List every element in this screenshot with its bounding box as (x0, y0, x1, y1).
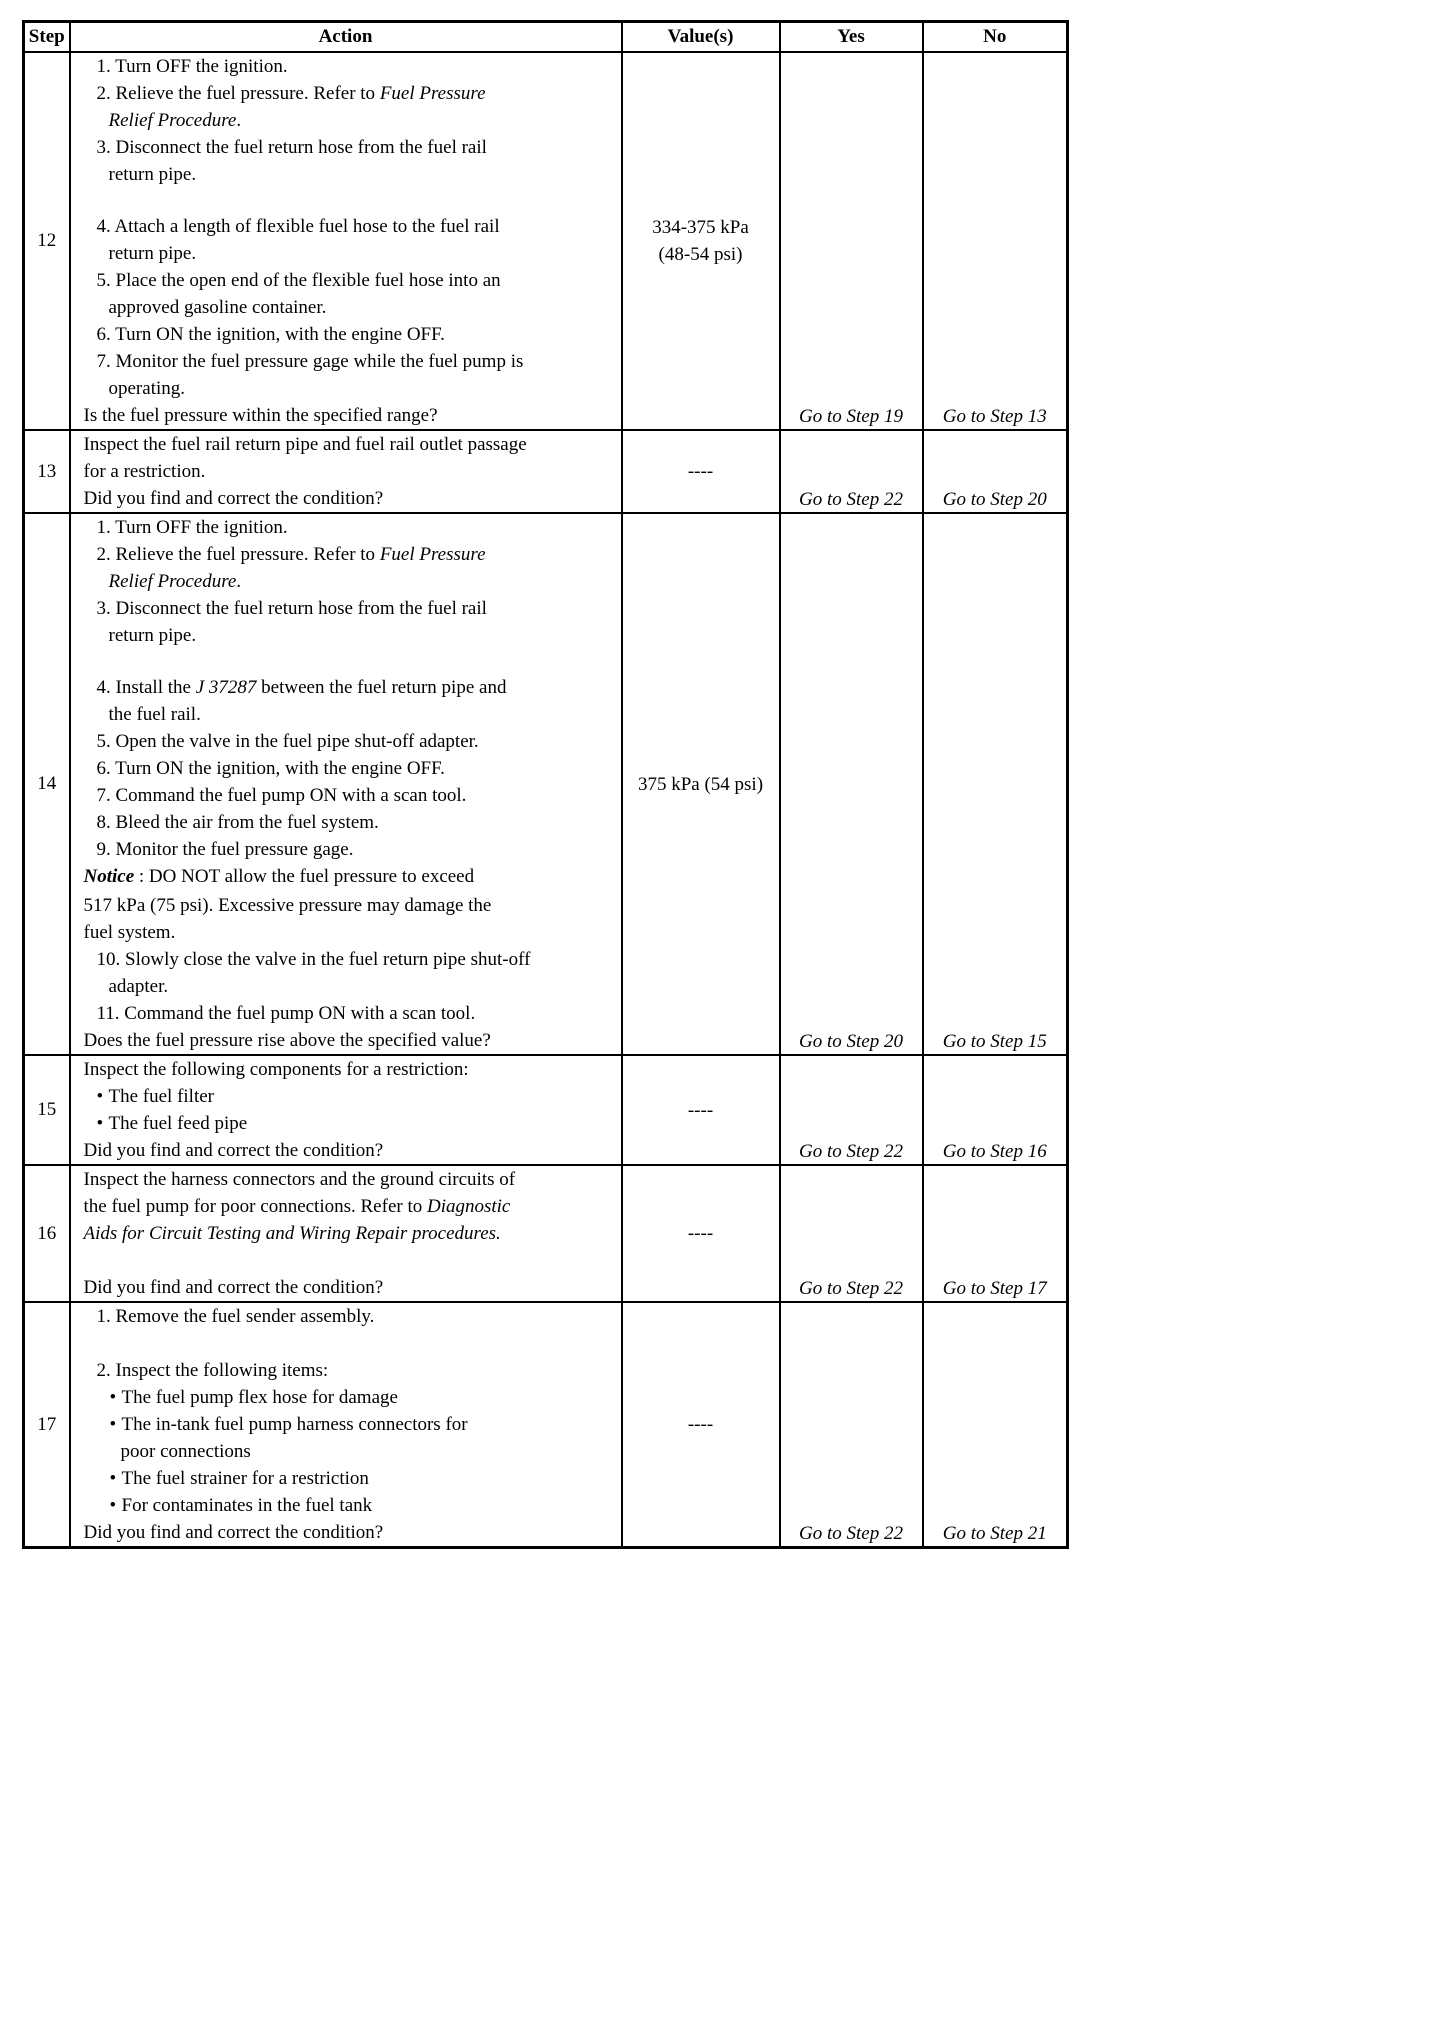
value-cell (622, 52, 780, 430)
table-row-step-12 (24, 52, 1068, 430)
step-number: 13 (24, 430, 70, 513)
no-goto: Go to Step 21 (923, 1302, 1068, 1548)
yes-goto: Go to Step 22 (780, 1055, 923, 1165)
action-line: 10. Slowly close the valve in the fuel return pipe shut-off (96, 949, 531, 970)
value-cell: ---- (622, 1302, 780, 1548)
bullet-item: • The fuel filter (84, 1083, 621, 1110)
bullet-item: • For contaminates in the fuel tank (84, 1492, 621, 1519)
yes-goto: Go to Step 19 (780, 52, 923, 430)
action-line: Relief Procedure. (108, 110, 242, 131)
table-row-step-14 (24, 513, 1068, 1055)
action-line: Relief Procedure. (108, 571, 242, 592)
action-line: 5. Open the valve in the fuel pipe shut-off adapter. (96, 731, 479, 752)
no-goto: Go to Step 13 (923, 52, 1068, 430)
action-line: 5. Place the open end of the flexible fuel hose into an (96, 270, 501, 291)
reference-link: Relief Procedure (108, 571, 237, 592)
bullet-icon: • (109, 1414, 117, 1435)
question-line: Is the fuel pressure within the specified range? (83, 405, 438, 426)
table-row-step-17 (24, 1302, 1068, 1548)
action-line: 2. Relieve the fuel pressure. Refer to Fuel Pressure (96, 544, 486, 565)
yes-goto: Go to Step 20 (780, 513, 923, 1055)
action-line: adapter. (108, 976, 169, 997)
notice-line: 517 kPa (75 psi). Excessive pressure may damage the (83, 895, 492, 916)
action-line: 2. Relieve the fuel pressure. Refer to Fuel Pressure (96, 83, 486, 104)
step-number: 16 (24, 1165, 70, 1302)
action-line: 3. Disconnect the fuel return hose from the fuel rail (96, 598, 487, 619)
yes-goto: Go to Step 22 (780, 1165, 923, 1302)
action-line: 8. Bleed the air from the fuel system. (96, 812, 379, 833)
reference-link: Diagnostic (426, 1196, 511, 1217)
question-line: Did you find and correct the condition? (83, 488, 384, 509)
action-cell (70, 1165, 622, 1302)
spacer (84, 649, 621, 674)
question-line: Did you find and correct the condition? (83, 1140, 384, 1161)
action-cell (70, 52, 622, 430)
yes-goto: Go to Step 22 (780, 1302, 923, 1548)
action-line: the fuel rail. (108, 704, 201, 725)
action-line: return pipe. (108, 243, 197, 264)
header-yes: Yes (780, 22, 923, 53)
bullet-icon: • (96, 1113, 104, 1134)
action-cell (70, 1055, 622, 1165)
table-row-step-15 (24, 1055, 1068, 1165)
header-step: Step (24, 22, 70, 53)
bullet-icon: • (109, 1387, 117, 1408)
action-line: return pipe. (108, 164, 197, 185)
action-line: 3. Disconnect the fuel return hose from the fuel rail (96, 137, 487, 158)
reference-link: Fuel Pressure (379, 83, 486, 104)
bullet-icon: • (109, 1468, 117, 1489)
action-line: poor connections (120, 1441, 251, 1462)
header-no: No (923, 22, 1068, 53)
action-line: approved gasoline container. (108, 297, 327, 318)
reference-link: Fuel Pressure (379, 544, 486, 565)
action-line: 6. Turn ON the ignition, with the engine OFF. (96, 758, 445, 779)
bullet-icon: • (96, 1086, 104, 1107)
notice-line: Notice : DO NOT allow the fuel pressure to exceed (83, 866, 475, 887)
action-line: 4. Install the J 37287 between the fuel return pipe and (96, 677, 507, 698)
reference-link: Relief Procedure (108, 110, 237, 131)
step-number: 14 (24, 513, 70, 1055)
action-line: 2. Inspect the following items: (96, 1360, 329, 1381)
value-cell: 375 kPa (54 psi) (622, 513, 780, 1055)
action-line: 1. Remove the fuel sender assembly. (96, 1306, 375, 1327)
no-goto: Go to Step 17 (923, 1165, 1068, 1302)
question-line: Does the fuel pressure rise above the specified value? (83, 1030, 491, 1051)
action-line: Inspect the fuel rail return pipe and fuel rail outlet passage (83, 434, 527, 455)
bullet-item: • The fuel pump flex hose for damage (84, 1384, 621, 1411)
no-goto: Go to Step 16 (923, 1055, 1068, 1165)
action-cell (70, 513, 622, 1055)
action-line: 6. Turn ON the ignition, with the engine OFF. (96, 324, 445, 345)
yes-goto: Go to Step 22 (780, 430, 923, 513)
step-number: 12 (24, 52, 70, 430)
action-cell (70, 1302, 622, 1548)
action-line: 1. Turn OFF the ignition. (96, 517, 288, 538)
spacer (84, 1247, 621, 1274)
bullet-item: • The in-tank fuel pump harness connectors for (84, 1411, 621, 1438)
value-cell: ---- (622, 1055, 780, 1165)
question-line: Did you find and correct the condition? (83, 1277, 384, 1298)
bullet-icon: • (109, 1495, 117, 1516)
no-goto: Go to Step 15 (923, 513, 1068, 1055)
bullet-item: • The fuel feed pipe (84, 1110, 621, 1137)
action-line: 4. Attach a length of flexible fuel hose to the fuel rail (96, 216, 500, 237)
action-line: Inspect the following components for a restriction: (83, 1059, 469, 1080)
notice-line: fuel system. (83, 922, 176, 943)
action-line: operating. (108, 378, 186, 399)
notice-label: Notice (83, 866, 135, 887)
table-row-step-16 (24, 1165, 1068, 1302)
action-line: 7. Command the fuel pump ON with a scan tool. (96, 785, 467, 806)
value-cell: ---- (622, 1165, 780, 1302)
action-line: 11. Command the fuel pump ON with a scan tool. (96, 1003, 476, 1024)
step-number: 15 (24, 1055, 70, 1165)
action-line: Inspect the harness connectors and the ground circuits of (83, 1169, 516, 1190)
spacer (84, 1330, 621, 1357)
action-cell (70, 430, 622, 513)
tool-reference: J 37287 (195, 677, 257, 698)
header-action: Action (70, 22, 622, 53)
header-values: Value(s) (622, 22, 780, 53)
value-cell: ---- (622, 430, 780, 513)
action-line: 9. Monitor the fuel pressure gage. (96, 839, 354, 860)
table-row-step-13 (24, 430, 1068, 513)
header-row (24, 22, 1068, 53)
value-line: 334-375 kPa (652, 217, 749, 238)
action-line: return pipe. (108, 625, 197, 646)
action-line: 1. Turn OFF the ignition. (96, 56, 288, 77)
spacer (84, 188, 621, 213)
diagnostic-table (22, 20, 1069, 1549)
bullet-item: • The fuel strainer for a restriction (84, 1465, 621, 1492)
value-line: (48-54 psi) (658, 244, 743, 265)
action-line: 7. Monitor the fuel pressure gage while the fuel pump is (96, 351, 524, 372)
no-goto: Go to Step 20 (923, 430, 1068, 513)
action-line: for a restriction. (83, 461, 206, 482)
question-line: Did you find and correct the condition? (83, 1522, 384, 1543)
action-line: the fuel pump for poor connections. Refer to Diagnostic (83, 1196, 511, 1217)
reference-link: Aids for Circuit Testing and Wiring Repair procedures. (83, 1223, 501, 1244)
step-number: 17 (24, 1302, 70, 1548)
